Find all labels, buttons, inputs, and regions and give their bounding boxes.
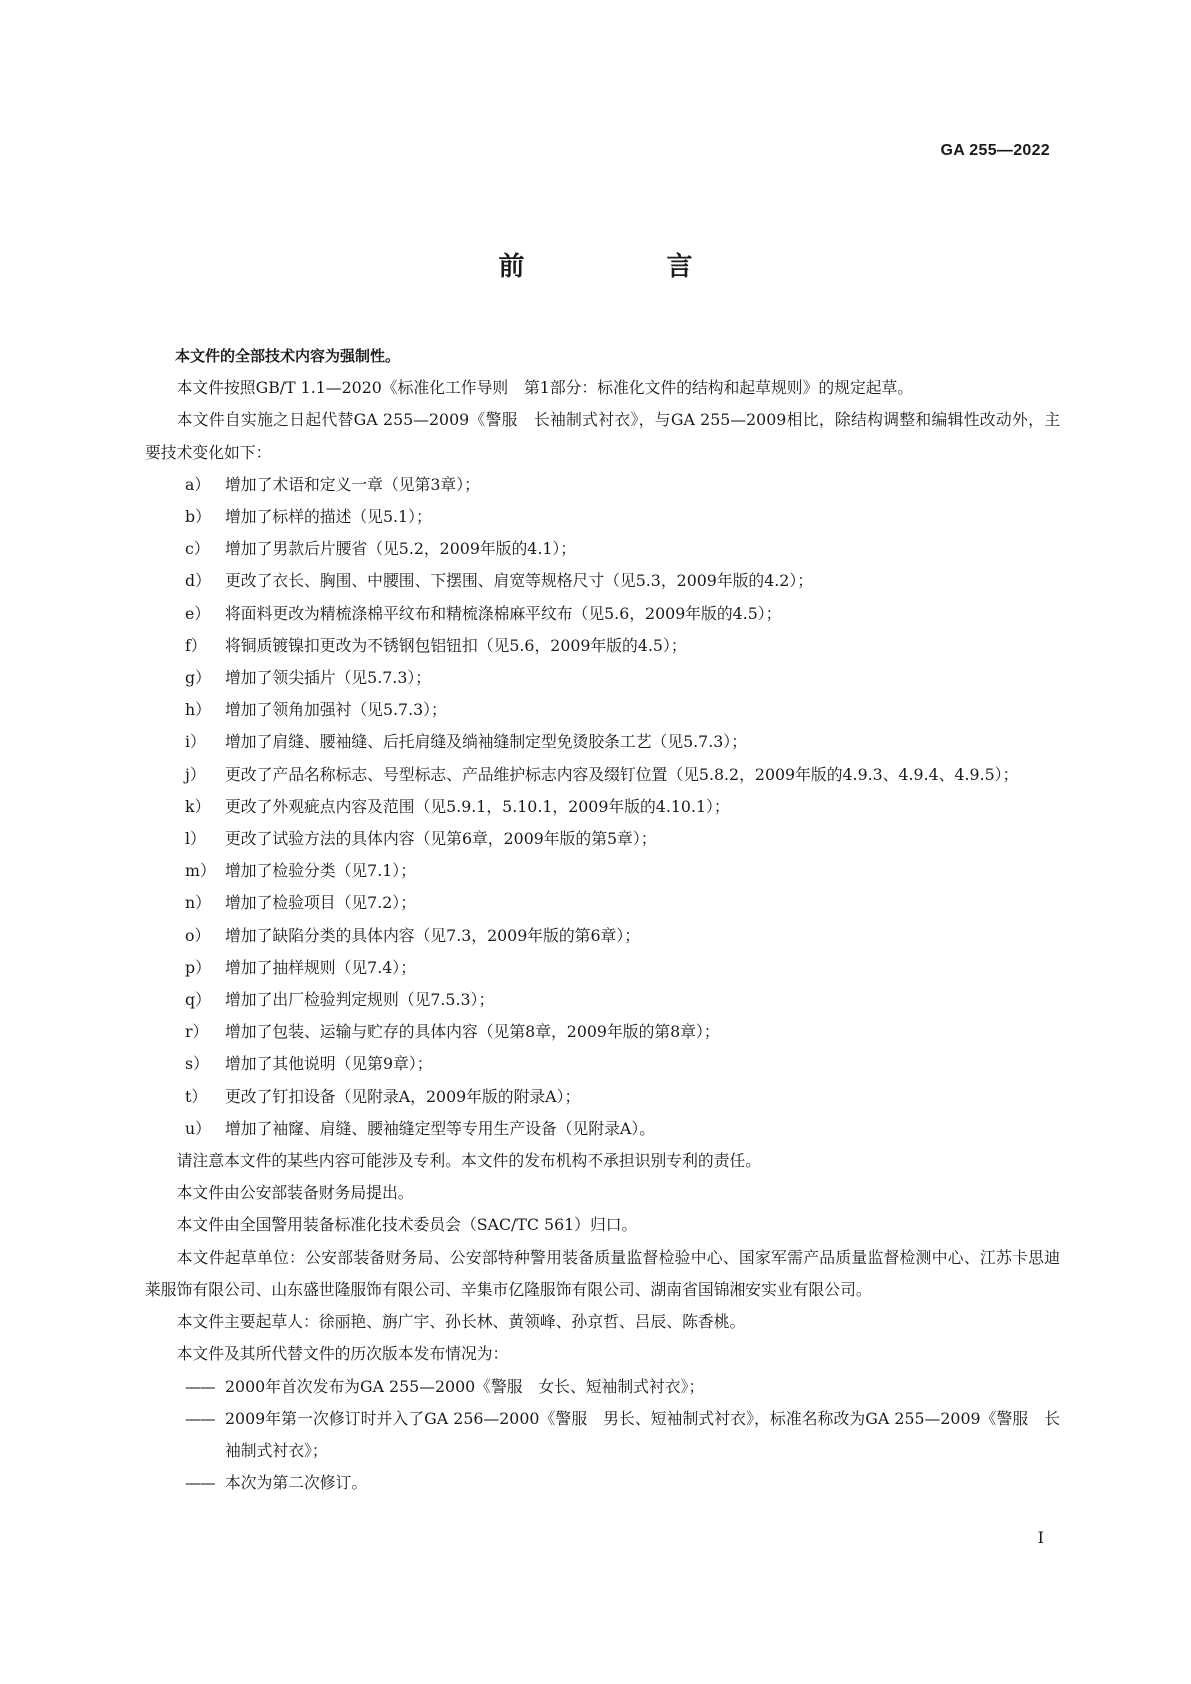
list-item-text: 更改了衣长、胸围、中腰围、下摆围、肩宽等规格尺寸（见5.3，2009年版的4.2）； [225, 571, 814, 591]
list-item-text: 将铜质镀镍扣更改为不锈钢包铝钮扣（见5.6，2009年版的4.5）； [225, 635, 687, 655]
list-marker: b） [185, 507, 211, 527]
list-item-text: 增加了包装、运输与贮存的具体内容（见第8章，2009年版的第8章）； [225, 1022, 720, 1042]
list-item-text: 更改了外观疵点内容及范围（见5.9.1，5.10.1，2009年版的4.10.1）； [225, 796, 730, 816]
list-item [145, 565, 1060, 597]
list-item-text: 增加了检验分类（见7.1）； [225, 861, 416, 881]
list-marker: —— [185, 1473, 215, 1493]
list-marker: u） [185, 1118, 211, 1138]
list-item-text: 增加了术语和定义一章（见第3章）； [225, 474, 480, 494]
list-marker: g） [185, 668, 211, 688]
list-item-text: 将面料更改为精梳涤棉平纹布和精梳涤棉麻平纹布（见5.6，2009年版的4.5）； [225, 603, 782, 623]
mandatory-statement: 本文件的全部技术内容为强制性。 [175, 347, 401, 365]
list-item [145, 1113, 1060, 1145]
list-item [145, 533, 1060, 565]
list-item-text: 2000年首次发布为GA 255—2000《警服 女长、短袖制式衬衣》； [225, 1376, 705, 1396]
page-number: I [1037, 1528, 1044, 1547]
history-intro: 本文件及其所代替文件的历次版本发布情况为： [176, 1344, 509, 1364]
list-item [145, 855, 1060, 887]
list-item-text: 增加了检验项目（见7.2）； [225, 893, 416, 913]
list-item-text: 增加了抽样规则（见7.4）； [225, 957, 416, 977]
list-item [145, 1403, 1060, 1467]
list-item [145, 501, 1060, 533]
list-item [145, 726, 1060, 758]
list-item [145, 984, 1060, 1016]
list-marker: a） [185, 474, 211, 494]
list-marker: j） [185, 764, 206, 784]
drafting-rule-paragraph: 本文件按照GB/T 1.1—2020《标准化工作导则 第1部分：标准化文件的结构和起草规则》的规定起草。 [176, 378, 914, 398]
drafting-units-paragraph: 本文件起草单位：公安部装备财务局、公安部特种警用装备质量监督检验中心、国家军需产品质量监督检测中心、江苏卡思迪莱服饰有限公司、山东盛世隆服饰有限公司、辛集市亿隆服饰有限公司、湖南省国锦湘安实业有限公司。 [145, 1247, 1060, 1299]
history-list [145, 1371, 1060, 1500]
list-marker: f） [185, 635, 207, 655]
list-item [145, 469, 1060, 501]
list-item [145, 598, 1060, 630]
proposer-paragraph: 本文件由公安部装备财务局提出。 [176, 1183, 414, 1203]
list-item [145, 791, 1060, 823]
list-item [145, 920, 1060, 952]
list-marker: —— [185, 1408, 215, 1428]
list-marker: l） [185, 829, 206, 849]
list-marker: n） [185, 893, 211, 913]
list-item-text: 增加了袖窿、肩缝、腰袖缝定型等专用生产设备（见附录A）。 [225, 1118, 656, 1138]
list-item [145, 694, 1060, 726]
list-item [145, 662, 1060, 694]
list-item-text: 更改了试验方法的具体内容（见第6章，2009年版的第5章）； [225, 829, 657, 849]
list-marker: e） [185, 603, 211, 623]
list-item [145, 630, 1060, 662]
list-marker: d） [185, 571, 211, 591]
list-item [145, 1467, 1060, 1499]
list-item [145, 887, 1060, 919]
list-item-text: 增加了其他说明（见第9章）； [225, 1054, 433, 1074]
list-item-text: 增加了领尖插片（见5.7.3）； [225, 668, 432, 688]
page-title: 前 言 [498, 252, 751, 282]
list-item [145, 823, 1060, 855]
list-item [145, 1371, 1060, 1403]
list-item [145, 1081, 1060, 1113]
list-item [145, 1048, 1060, 1080]
list-item-text: 更改了产品名称标志、号型标志、产品维护标志内容及缀钉位置（见5.8.2，2009年版的4.9.3、4.9.4、4.9.5）； [225, 764, 1019, 784]
document-code: GA 255—2022 [940, 142, 1050, 159]
list-item-text: 增加了标样的描述（见5.1）； [225, 507, 432, 527]
list-item-text: 增加了男款后片腰省（见5.2，2009年版的4.1）； [225, 539, 577, 559]
list-marker: h） [185, 700, 211, 720]
list-marker: i） [185, 732, 206, 752]
list-item [145, 952, 1060, 984]
patent-notice: 请注意本文件的某些内容可能涉及专利。本文件的发布机构不承担识别专利的责任。 [176, 1151, 762, 1171]
drafters-paragraph: 本文件主要起草人：徐丽艳、旃广宇、孙长林、黄领峰、孙京哲、吕辰、陈香桃。 [176, 1312, 746, 1332]
list-marker: m） [185, 861, 216, 881]
list-marker: k） [185, 796, 211, 816]
list-item-text: 增加了领角加强衬（见5.7.3）； [225, 700, 447, 720]
list-item-text: 2009年第一次修订时并入了GA 256—2000《警服 男长、短袖制式衬衣》，标准名称改为GA 255—2009《警服 长袖制式衬衣》； [225, 1408, 1060, 1460]
list-item-text: 增加了出厂检验判定规则（见7.5.3）； [225, 990, 495, 1010]
list-item-text: 本次为第二次修订。 [225, 1473, 368, 1493]
list-item-text: 增加了肩缝、腰袖缝、后托肩缝及绱袖缝制定型免烫胶条工艺（见5.7.3）； [225, 732, 747, 752]
list-item [145, 1016, 1060, 1048]
list-marker: o） [185, 925, 211, 945]
list-marker: c） [185, 539, 210, 559]
changes-list [145, 469, 1060, 1145]
list-marker: p） [185, 957, 211, 977]
committee-paragraph: 本文件由全国警用装备标准化技术委员会（SAC/TC 561）归口。 [176, 1215, 638, 1235]
list-marker: —— [185, 1376, 215, 1396]
foreword-body [145, 340, 1060, 1499]
list-marker: q） [185, 990, 211, 1010]
list-item-text: 增加了缺陷分类的具体内容（见7.3，2009年版的第6章）； [225, 925, 641, 945]
list-item-text: 更改了钉扣设备（见附录A，2009年版的附录A）； [225, 1086, 581, 1106]
list-marker: r） [185, 1022, 209, 1042]
list-marker: t） [185, 1086, 208, 1106]
replacement-paragraph: 本文件自实施之日起代替GA 255—2009《警服 长袖制式衬衣》，与GA 255—2009相比，除结构调整和编辑性改动外，主要技术变化如下： [145, 410, 1060, 462]
list-marker: s） [185, 1054, 209, 1074]
list-item [145, 759, 1060, 791]
